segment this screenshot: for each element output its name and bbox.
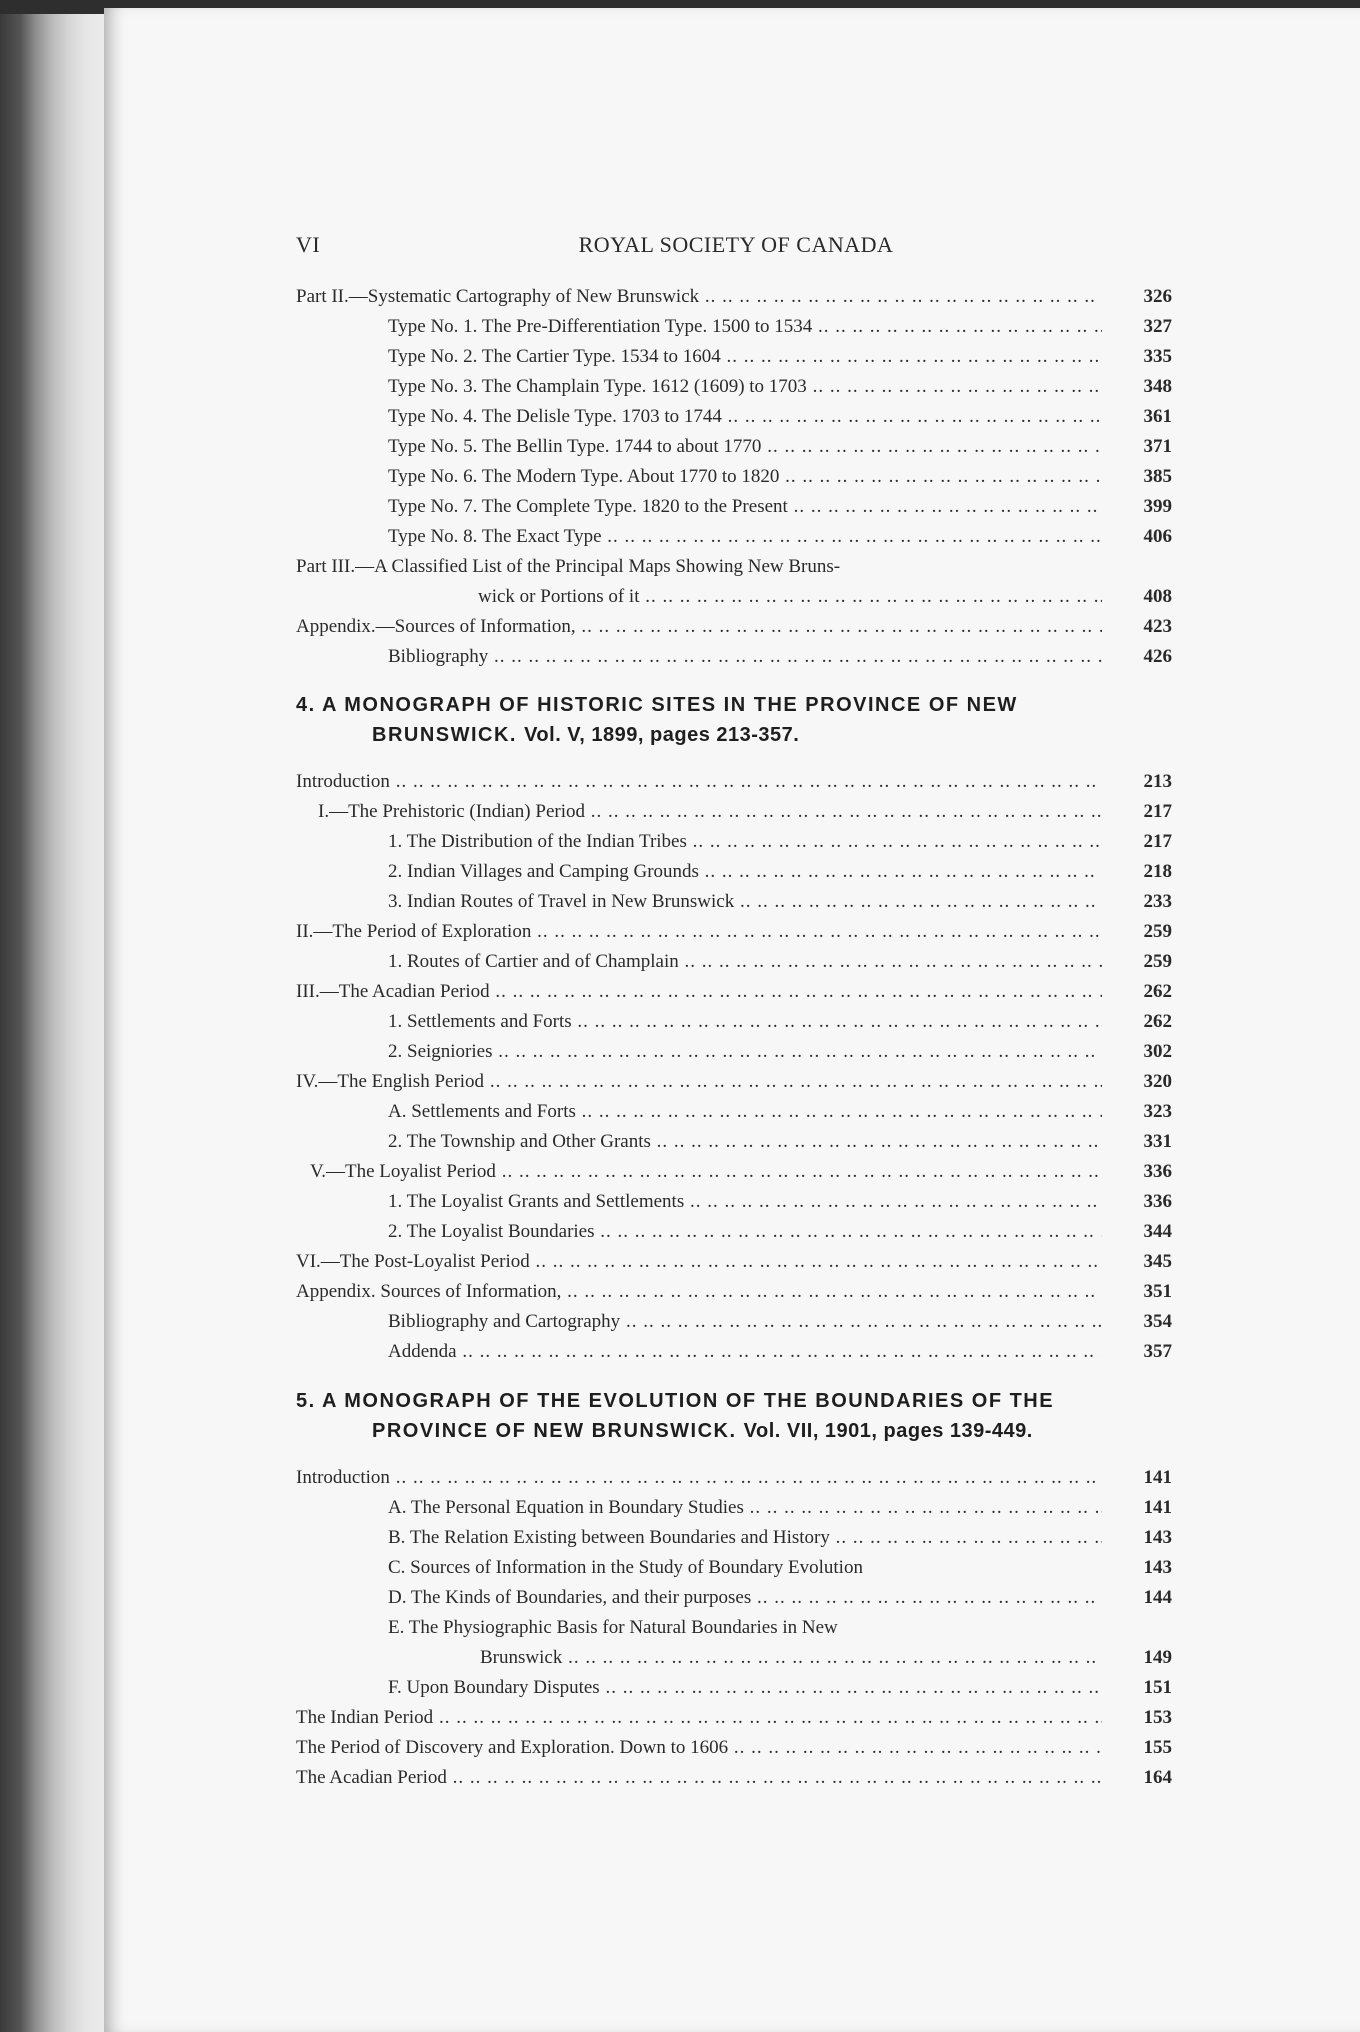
toc-entry: [296, 462, 1172, 492]
toc-entry-page-number: 335: [1143, 346, 1172, 367]
toc-entry-page-number: 262: [1143, 981, 1172, 1002]
toc-entry: [296, 1097, 1172, 1127]
heading-line-2: PROVINCE OF NEW BRUNSWICK.: [372, 1420, 737, 1442]
toc-entry: [296, 1643, 1172, 1673]
toc-entry-page-number: 361: [1143, 406, 1172, 427]
toc-entry: [296, 1523, 1172, 1553]
toc-entry-label: Part II.—Systematic Cartography of New Brunswick .. ..: [296, 282, 1102, 312]
toc-entry-label: Introduction .. ..: [296, 1463, 1102, 1493]
heading-line-2: BRUNSWICK.: [372, 724, 517, 746]
toc-entry: [296, 1187, 1172, 1217]
toc-entry-page-number: 371: [1143, 436, 1172, 457]
toc-entry-label: Type No. 5. The Bellin Type. 1744 to about 1770 .. ..: [388, 432, 1102, 462]
toc-entry-page-number: 385: [1143, 466, 1172, 487]
toc-section-cartography: [296, 282, 1172, 672]
toc-entry: [296, 1703, 1172, 1733]
toc-entry-label: Part III.—A Classified List of the Principal Maps Showing New Bruns-: [296, 556, 841, 577]
toc-entry-page-number: 408: [1143, 586, 1172, 607]
toc-entry: [296, 767, 1172, 797]
toc-entry-label: Appendix. Sources of Information, .. ..: [296, 1277, 1102, 1307]
toc-entry: [296, 1583, 1172, 1613]
toc-entry-label: Addenda .. ..: [388, 1337, 1102, 1367]
toc-entry-page-number: 323: [1143, 1101, 1172, 1122]
heading-line-1: 5. A MONOGRAPH OF THE EVOLUTION OF THE BOUNDARIES OF THE: [296, 1390, 1055, 1412]
toc-entry: [296, 977, 1172, 1007]
toc-entry-page-number: 141: [1143, 1467, 1172, 1488]
toc-entry-label: Type No. 2. The Cartier Type. 1534 to 1604 .. ..: [388, 342, 1102, 372]
toc-entry: [296, 492, 1172, 522]
running-head: [296, 232, 1176, 262]
toc-entry-label: Type No. 7. The Complete Type. 1820 to the Present .. ..: [388, 492, 1102, 522]
toc-entry-label: A. The Personal Equation in Boundary Studies .. ..: [388, 1493, 1102, 1523]
toc-entry: [296, 947, 1172, 977]
toc-entry: [296, 582, 1172, 612]
toc-entry-label: 2. Indian Villages and Camping Grounds .. ..: [388, 857, 1102, 887]
toc-entry: [296, 1067, 1172, 1097]
toc-entry-page-number: 320: [1143, 1071, 1172, 1092]
toc-entry: [296, 1613, 1172, 1643]
heading-line-1: 4. A MONOGRAPH OF HISTORIC SITES IN THE PROVINCE OF NEW: [296, 694, 1018, 716]
toc-entry-label: The Indian Period .. ..: [296, 1703, 1102, 1733]
toc-entry: [296, 1553, 1172, 1583]
section-heading-boundaries: [296, 1386, 1176, 1446]
toc-entry: [296, 1007, 1172, 1037]
toc-entry-page-number: 259: [1143, 951, 1172, 972]
toc-entry-label: IV.—The English Period .. ..: [296, 1067, 1102, 1097]
toc-entry: [296, 282, 1172, 312]
toc-entry-label: Type No. 4. The Delisle Type. 1703 to 1744 .. ..: [388, 402, 1102, 432]
toc-entry-page-number: 426: [1143, 646, 1172, 667]
toc-entry: [296, 552, 1172, 582]
heading-volume: Vol. VII, 1901, pages 139-449.: [743, 1420, 1033, 1442]
toc-entry-label: D. The Kinds of Boundaries, and their purposes .. ..: [388, 1583, 1102, 1613]
page-header-title: ROYAL SOCIETY OF CANADA: [578, 232, 894, 257]
toc-entry-page-number: 423: [1143, 616, 1172, 637]
toc-entry-page-number: 164: [1143, 1767, 1172, 1788]
toc-entry-page-number: 331: [1143, 1131, 1172, 1152]
toc-entry-page-number: 406: [1143, 526, 1172, 547]
toc-entry-page-number: 217: [1143, 831, 1172, 852]
toc-entry: [296, 1157, 1172, 1187]
toc-entry: [296, 1037, 1172, 1067]
toc-entry-page-number: 262: [1143, 1011, 1172, 1032]
toc-entry-label: Type No. 6. The Modern Type. About 1770 to 1820 .. ..: [388, 462, 1102, 492]
toc-entry: [296, 1127, 1172, 1157]
toc-entry-label: wick or Portions of it .. ..: [478, 582, 1102, 612]
toc-entry-label: F. Upon Boundary Disputes .. ..: [388, 1673, 1102, 1703]
toc-entry: [296, 612, 1172, 642]
toc-entry-label: A. Settlements and Forts .. ..: [388, 1097, 1102, 1127]
toc-entry: [296, 1307, 1172, 1337]
toc-entry-page-number: 149: [1143, 1647, 1172, 1668]
toc-entry-page-number: 218: [1143, 861, 1172, 882]
toc-entry-page-number: 302: [1143, 1041, 1172, 1062]
toc-entry-page-number: 345: [1143, 1251, 1172, 1272]
toc-entry-label: Brunswick .. ..: [480, 1643, 1102, 1673]
toc-entry-page-number: 357: [1143, 1341, 1172, 1362]
toc-entry-page-number: 336: [1143, 1161, 1172, 1182]
toc-entry-page-number: 348: [1143, 376, 1172, 397]
toc-entry-page-number: 233: [1143, 891, 1172, 912]
book-spine-edge: [0, 14, 115, 2032]
toc-entry-label: The Acadian Period .. ..: [296, 1763, 1102, 1793]
toc-entry-label: V.—The Loyalist Period .. ..: [310, 1157, 1102, 1187]
toc-entry-page-number: 151: [1143, 1677, 1172, 1698]
toc-entry-label: 2. The Township and Other Grants .. ..: [388, 1127, 1102, 1157]
toc-entry-page-number: 351: [1143, 1281, 1172, 1302]
toc-entry-page-number: 336: [1143, 1191, 1172, 1212]
toc-entry: [296, 522, 1172, 552]
toc-entry: [296, 797, 1172, 827]
toc-entry: [296, 342, 1172, 372]
toc-entry-page-number: 213: [1143, 771, 1172, 792]
toc-entry-label: 1. The Loyalist Grants and Settlements .. ..: [388, 1187, 1102, 1217]
toc-entry: [296, 1247, 1172, 1277]
toc-entry: [296, 402, 1172, 432]
toc-entry: [296, 827, 1172, 857]
toc-entry-label: Type No. 1. The Pre-Differentiation Type. 1500 to 1534 .. ..: [388, 312, 1102, 342]
toc-entry: [296, 1337, 1172, 1367]
toc-entry-label: B. The Relation Existing between Boundaries and History .. ..: [388, 1523, 1102, 1553]
toc-entry-page-number: 155: [1143, 1737, 1172, 1758]
toc-entry: [296, 917, 1172, 947]
toc-entry: [296, 642, 1172, 672]
toc-entry-page-number: 217: [1143, 801, 1172, 822]
toc-entry-page-number: 326: [1143, 286, 1172, 307]
toc-entry-label: III.—The Acadian Period .. ..: [296, 977, 1102, 1007]
toc-entry-label: E. The Physiographic Basis for Natural Boundaries in New: [388, 1617, 838, 1638]
toc-entry-label: 1. Settlements and Forts .. ..: [388, 1007, 1102, 1037]
toc-entry-page-number: 344: [1143, 1221, 1172, 1242]
toc-entry-page-number: 144: [1143, 1587, 1172, 1608]
toc-entry: [296, 1277, 1172, 1307]
heading-volume: Vol. V, 1899, pages 213-357.: [524, 724, 800, 746]
toc-entry-page-number: 141: [1143, 1497, 1172, 1518]
toc-entry: [296, 1493, 1172, 1523]
toc-entry: [296, 857, 1172, 887]
toc-entry-label: II.—The Period of Exploration .. ..: [296, 917, 1102, 947]
toc-entry-label: C. Sources of Information in the Study of Boundary Evolution: [388, 1557, 863, 1578]
toc-entry: [296, 372, 1172, 402]
toc-entry-page-number: 399: [1143, 496, 1172, 517]
toc-entry-page-number: 327: [1143, 316, 1172, 337]
toc-entry: [296, 1763, 1172, 1793]
toc-entry-label: The Period of Discovery and Exploration. Down to 1606 .. ..: [296, 1733, 1102, 1763]
toc-entry-label: Bibliography and Cartography .. ..: [388, 1307, 1102, 1337]
toc-entry: [296, 1217, 1172, 1247]
toc-entry-label: 3. Indian Routes of Travel in New Brunswick .. ..: [388, 887, 1102, 917]
toc-section-boundaries: [296, 1463, 1172, 1793]
toc-entry-page-number: 354: [1143, 1311, 1172, 1332]
toc-entry-label: 1. Routes of Cartier and of Champlain .. ..: [388, 947, 1102, 977]
toc-entry-label: Appendix.—Sources of Information, .. ..: [296, 612, 1102, 642]
toc-entry-page-number: 153: [1143, 1707, 1172, 1728]
toc-entry-label: 1. The Distribution of the Indian Tribes .. ..: [388, 827, 1102, 857]
toc-entry-label: Introduction .. ..: [296, 767, 1102, 797]
page-folio: VI: [296, 232, 321, 257]
toc-entry-label: VI.—The Post-Loyalist Period .. ..: [296, 1247, 1102, 1277]
toc-entry-label: Type No. 8. The Exact Type .. ..: [388, 522, 1102, 552]
toc-entry-page-number: 143: [1143, 1557, 1172, 1578]
toc-entry-label: Type No. 3. The Champlain Type. 1612 (1609) to 1703 .. ..: [388, 372, 1102, 402]
toc-entry-label: Bibliography .. ..: [388, 642, 1102, 672]
toc-entry: [296, 1463, 1172, 1493]
toc-entry-label: I.—The Prehistoric (Indian) Period .. ..: [318, 797, 1102, 827]
toc-entry-page-number: 259: [1143, 921, 1172, 942]
toc-entry: [296, 887, 1172, 917]
toc-entry: [296, 1733, 1172, 1763]
section-heading-historic-sites: [296, 690, 1176, 750]
toc-entry-label: 2. Seigniories .. ..: [388, 1037, 1102, 1067]
toc-entry: [296, 432, 1172, 462]
toc-entry: [296, 1673, 1172, 1703]
toc-entry-label: 2. The Loyalist Boundaries .. ..: [388, 1217, 1102, 1247]
toc-entry-page-number: 143: [1143, 1527, 1172, 1548]
toc-section-historic-sites: [296, 767, 1172, 1367]
toc-entry: [296, 312, 1172, 342]
